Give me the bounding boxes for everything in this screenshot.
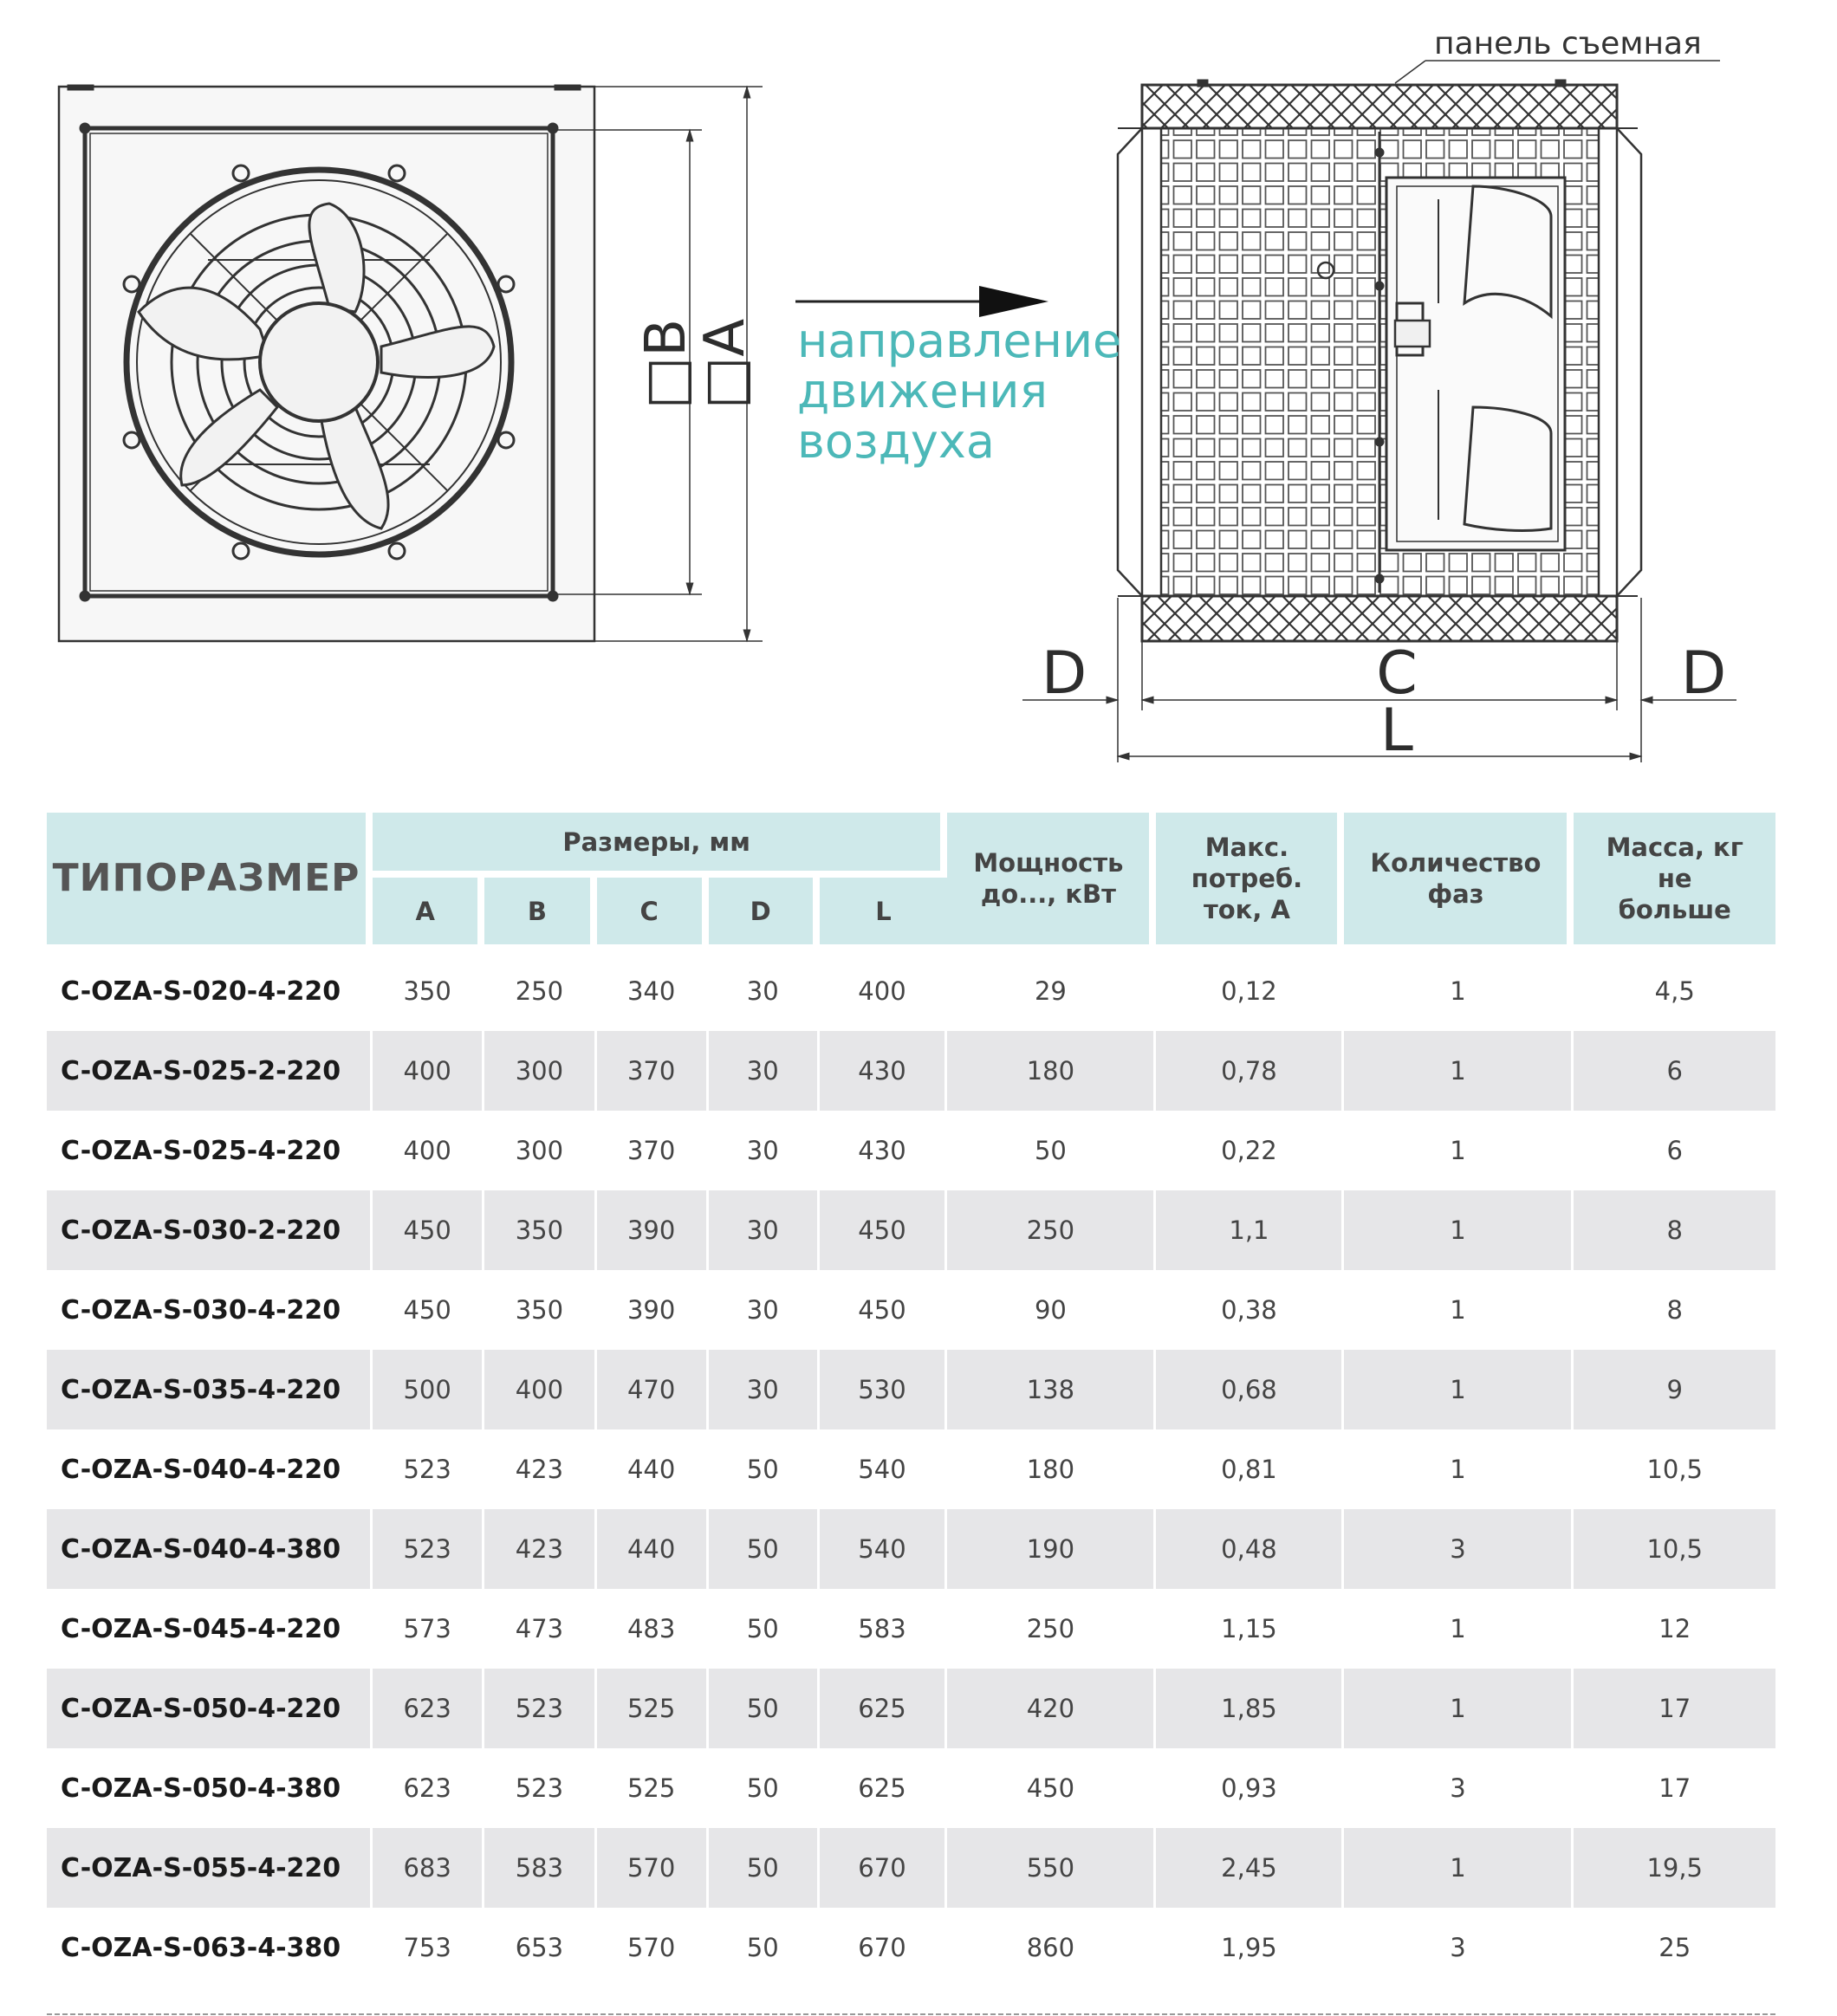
cell-dim-d: 50 — [709, 1589, 820, 1669]
cell-phases: 1 — [1344, 1031, 1574, 1111]
cell-dim-c: 440 — [597, 1509, 709, 1589]
cell-dim-l: 540 — [820, 1429, 948, 1509]
cell-dim-l: 583 — [820, 1589, 948, 1669]
cell-phases: 1 — [1344, 951, 1574, 1031]
air-direction-line-2: движения — [797, 364, 1048, 418]
header-current: Макс. потреб. ток, А — [1156, 813, 1344, 951]
cell-dim-a: 450 — [373, 1190, 484, 1270]
cell-mass: 25 — [1658, 1933, 1691, 1962]
cell-dim-d: 30 — [709, 1111, 820, 1190]
cell-dim-c: 390 — [597, 1270, 709, 1350]
cell-mass: 17 — [1574, 1669, 1775, 1748]
table-row — [47, 1350, 1775, 1429]
cell-dim-d: 30 — [709, 1270, 820, 1350]
cell-current: 1,15 — [1156, 1589, 1344, 1669]
cell-phases: 1 — [1344, 1190, 1574, 1270]
cell-mass: 6 — [1574, 1031, 1775, 1111]
air-direction-line-1: направление — [797, 314, 1122, 368]
cell-power: 250 — [947, 1589, 1156, 1669]
cell-phases: 1 — [1344, 1828, 1574, 1908]
cell-model: C-OZA-S-050-4-220 — [47, 1669, 373, 1748]
cell-dim-b: 653 — [484, 1908, 596, 1987]
header-power: Мощность до..., кВт — [947, 813, 1156, 951]
cell-current: 0,22 — [1156, 1111, 1344, 1190]
cell-model: C-OZA-S-035-4-220 — [47, 1350, 373, 1429]
cell-power: 250 — [947, 1190, 1156, 1270]
dim-label-d-left: D — [1041, 639, 1087, 708]
cell-mass: 10,5 — [1646, 1455, 1704, 1484]
cell-power: 420 — [947, 1669, 1156, 1748]
cell-phases: 3 — [1344, 1748, 1574, 1828]
cell-mass: 8 — [1574, 1190, 1775, 1270]
cell-dim-b: 300 — [484, 1031, 596, 1111]
dim-label-a: □A — [693, 318, 757, 410]
cell-mass: 8 — [1666, 1295, 1683, 1325]
table-row — [47, 1031, 1775, 1111]
cell-current: 0,12 — [1156, 951, 1344, 1031]
cell-power: 180 — [947, 1031, 1156, 1111]
table-row — [47, 951, 1775, 1031]
cell-phases: 1 — [1344, 1350, 1574, 1429]
cell-dim-d: 50 — [709, 1509, 820, 1589]
cell-model: C-OZA-S-025-4-220 — [47, 1111, 373, 1190]
cell-dim-c: 370 — [597, 1111, 709, 1190]
cell-dim-l: 540 — [820, 1509, 948, 1589]
cell-model: C-OZA-S-030-2-220 — [47, 1190, 373, 1270]
cell-dim-d: 30 — [709, 1031, 820, 1111]
cell-dim-b: 523 — [484, 1669, 596, 1748]
cell-dim-a: 450 — [373, 1270, 484, 1350]
cell-dim-c: 470 — [597, 1350, 709, 1429]
cell-dim-a: 350 — [373, 951, 484, 1031]
cell-dim-a: 500 — [373, 1350, 484, 1429]
cell-current: 2,45 — [1156, 1828, 1344, 1908]
cell-mass: 6 — [1666, 1136, 1683, 1165]
cell-power: 29 — [947, 951, 1156, 1031]
cell-dim-a: 623 — [373, 1748, 484, 1828]
cell-dim-c: 440 — [597, 1429, 709, 1509]
header-phases: Количество фаз — [1344, 813, 1574, 951]
cell-dim-a: 753 — [373, 1908, 484, 1987]
air-direction-caption — [797, 316, 1121, 467]
removable-panel-label: панель съемная — [1434, 26, 1702, 62]
dim-label-c: C — [1376, 639, 1418, 708]
cell-dim-l: 670 — [820, 1828, 948, 1908]
cell-dim-c: 525 — [597, 1669, 709, 1748]
table-bottom-divider — [47, 2013, 1775, 2016]
cell-dim-b: 300 — [484, 1111, 596, 1190]
cell-dim-l: 530 — [820, 1350, 948, 1429]
air-direction-line-3: воздуха — [797, 414, 995, 469]
header-model: ТИПОРАЗМЕР — [47, 813, 373, 951]
cell-model: C-OZA-S-040-4-380 — [47, 1509, 373, 1589]
cell-dim-a: 523 — [373, 1429, 484, 1509]
cell-mass: 17 — [1658, 1773, 1691, 1803]
cell-dim-l: 450 — [820, 1190, 948, 1270]
cell-mass: 9 — [1574, 1350, 1775, 1429]
dim-label-l: L — [1380, 697, 1413, 765]
cell-model: C-OZA-S-030-4-220 — [47, 1270, 373, 1350]
cell-dim-b: 583 — [484, 1828, 596, 1908]
cell-phases: 1 — [1344, 1589, 1574, 1669]
cell-mass: 10,5 — [1574, 1509, 1775, 1589]
cell-power: 138 — [947, 1350, 1156, 1429]
cell-model: C-OZA-S-055-4-220 — [47, 1828, 373, 1908]
cell-dim-l: 400 — [820, 951, 948, 1031]
cell-dim-d: 50 — [709, 1429, 820, 1509]
cell-current: 0,93 — [1156, 1748, 1344, 1828]
cell-dim-b: 400 — [484, 1350, 596, 1429]
table-row — [47, 1589, 1775, 1669]
cell-dim-a: 623 — [373, 1669, 484, 1748]
cell-dim-d: 50 — [709, 1748, 820, 1828]
cell-dim-a: 523 — [373, 1509, 484, 1589]
cell-current: 0,81 — [1156, 1429, 1344, 1509]
header-dim-c: C — [597, 878, 709, 951]
cell-dim-l: 450 — [820, 1270, 948, 1350]
cell-dim-b: 350 — [484, 1270, 596, 1350]
cell-dim-d: 50 — [709, 1828, 820, 1908]
cell-model: C-OZA-S-020-4-220 — [47, 951, 373, 1031]
cell-dim-a: 400 — [373, 1031, 484, 1111]
cell-dim-l: 430 — [820, 1031, 948, 1111]
cell-dim-d: 30 — [709, 951, 820, 1031]
cell-dim-b: 473 — [484, 1589, 596, 1669]
table-row — [47, 1111, 1775, 1190]
table-row — [47, 1669, 1775, 1748]
cell-dim-l: 625 — [820, 1669, 948, 1748]
cell-dim-b: 423 — [484, 1429, 596, 1509]
cell-dim-d: 30 — [709, 1350, 820, 1429]
cell-dim-c: 483 — [597, 1589, 709, 1669]
cell-power: 50 — [947, 1111, 1156, 1190]
table-row — [47, 1270, 1775, 1350]
cell-mass: 19,5 — [1574, 1828, 1775, 1908]
cell-model: C-OZA-S-063-4-380 — [47, 1908, 373, 1987]
table-row — [47, 1828, 1775, 1908]
cell-dim-d: 30 — [709, 1190, 820, 1270]
cell-current: 0,78 — [1156, 1031, 1344, 1111]
cell-dim-d: 50 — [709, 1669, 820, 1748]
cell-dim-c: 570 — [597, 1908, 709, 1987]
cell-power: 450 — [947, 1748, 1156, 1828]
cell-dim-d: 50 — [709, 1908, 820, 1987]
cell-current: 1,85 — [1156, 1669, 1344, 1748]
cell-model: C-OZA-S-045-4-220 — [47, 1589, 373, 1669]
cell-power: 190 — [947, 1509, 1156, 1589]
cell-dim-c: 390 — [597, 1190, 709, 1270]
cell-dim-a: 683 — [373, 1828, 484, 1908]
cell-current: 1,1 — [1156, 1190, 1344, 1270]
cell-phases: 1 — [1344, 1429, 1574, 1509]
cell-dim-b: 350 — [484, 1190, 596, 1270]
cell-dim-b: 250 — [484, 951, 596, 1031]
cell-dim-c: 370 — [597, 1031, 709, 1111]
spec-table — [47, 813, 1775, 1987]
cell-phases: 3 — [1344, 1509, 1574, 1589]
cell-power: 90 — [947, 1270, 1156, 1350]
cell-model: C-OZA-S-040-4-220 — [47, 1429, 373, 1509]
cell-phases: 3 — [1344, 1908, 1574, 1987]
airflow-arrow-icon — [795, 286, 1048, 317]
header-dim-l: L — [820, 878, 948, 951]
cell-current: 1,95 — [1156, 1908, 1344, 1987]
dim-label-b: □B — [634, 318, 698, 410]
table-row — [47, 1908, 1775, 1987]
cell-dim-a: 573 — [373, 1589, 484, 1669]
cell-current: 0,48 — [1156, 1509, 1344, 1589]
table-row — [47, 1429, 1775, 1509]
cell-model: C-OZA-S-050-4-380 — [47, 1748, 373, 1828]
cell-dim-a: 400 — [373, 1111, 484, 1190]
cell-mass: 4,5 — [1654, 976, 1695, 1006]
cell-current: 0,68 — [1156, 1350, 1344, 1429]
cell-dim-b: 423 — [484, 1509, 596, 1589]
cell-phases: 1 — [1344, 1270, 1574, 1350]
cell-mass: 12 — [1658, 1614, 1691, 1643]
cell-dim-c: 525 — [597, 1748, 709, 1828]
cell-power: 550 — [947, 1828, 1156, 1908]
cell-model: C-OZA-S-025-2-220 — [47, 1031, 373, 1111]
header-dim-b: B — [484, 878, 596, 951]
table-row — [47, 1190, 1775, 1270]
cell-current: 0,38 — [1156, 1270, 1344, 1350]
cell-power: 180 — [947, 1429, 1156, 1509]
header-mass: Масса, кг не больше — [1574, 813, 1775, 951]
cell-dim-c: 340 — [597, 951, 709, 1031]
header-dimensions: Размеры, мм — [373, 813, 947, 878]
cell-dim-l: 430 — [820, 1111, 948, 1190]
cell-dim-l: 625 — [820, 1748, 948, 1828]
cell-phases: 1 — [1344, 1111, 1574, 1190]
table-body — [47, 951, 1775, 1987]
dim-label-d-right: D — [1680, 639, 1727, 708]
header-dim-a: A — [373, 878, 484, 951]
cell-dim-l: 670 — [820, 1908, 948, 1987]
cell-phases: 1 — [1344, 1669, 1574, 1748]
cell-power: 860 — [947, 1908, 1156, 1987]
cell-dim-b: 523 — [484, 1748, 596, 1828]
table-row — [47, 1748, 1775, 1828]
table-row — [47, 1509, 1775, 1589]
cell-dim-c: 570 — [597, 1828, 709, 1908]
header-dim-d: D — [709, 878, 820, 951]
